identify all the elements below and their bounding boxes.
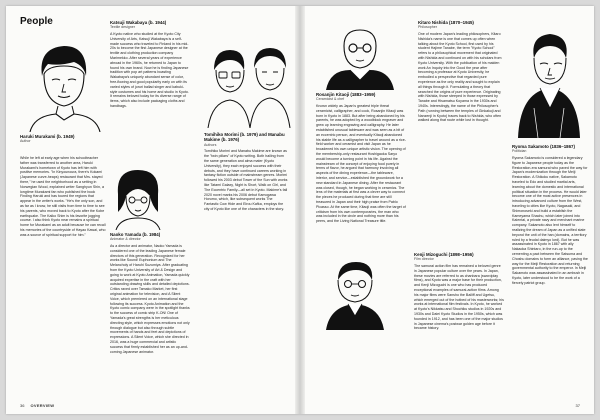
magazine-spread: [6, 6, 594, 414]
murakami-bio: While he left at early age when his schoolteacher father was transferred to another area, Haruki Murakami's hometown of Kyoto has left him with positive memories. "In Kinyounoura, there's Kokami (Japanese curve-heaps) restaurant that Mrs. stayed there," he used the neighborhood as a setting in Norwegian Wood, explained writer Sanghyun Shin, a longtime Murakami fan who published the book Finding Haruki and has toured the regions that appear in the writer's works. "He's the only son, and as far as I know, he still visits from time to time to see his parents, who moved back to Kyoto after the Kobe earthquake. The Kaiko Shim is his favorite jogging course. I also think Kyoto near remains a spiritual home for Murakami as an adult because he can recall his memories of the countryside of Hayao Kawai, who was a source of spiritual support for him.": [20, 156, 106, 237]
murakami-name: Haruki Murakami (b. 1949): [20, 134, 75, 139]
left-page-number: 36: [20, 403, 25, 408]
left-footer: [20, 403, 54, 408]
nishida-entry: [418, 20, 502, 123]
yamada-portrait: [108, 166, 168, 230]
yamada-role: Animator & director: [110, 237, 141, 242]
nishida-role: Philosopher: [418, 25, 437, 30]
wakabayashi-name: Katsuji Wakabaya (b. 1944): [110, 20, 167, 25]
rosanjin-entry: [316, 92, 406, 224]
sakamoto-bio: Ryoma Sakamoto is considered a legendary figure to Japanese people today as the Restoration-era samurai who paved the way for Japan's modernization through the Meiji Restoration. A Shikoku native, Sakamoto traveled to Edo and studied martial arts, learning about the domestic and international political situation in the process. He would later become one of the most active presences in introducing advanced culture from the West, traveling to cities like Kyoto, Nagasaki, and Shimonoseki and build a establish the Kameyama Shachu, which later joined into Kaientai, a private navy and merchant marine company. Sakamoto also lent himself to realizing the dream of Japan as a unified state beyond the unit of the han (domains, a territory ruled by a feudal daimyo lord). But he was assassinated in Kyoto in 1867 with ally Nakaoka Shintaro, in the run-up to the cementing a pact between the Satsuma and Choshu domains to form an alliance, paving the way for the Meiji Restoration and returning governmental authority to the emperor. In Meiji Sakamoto was assassinated in an ambush in Kyoto, later understood to be the work of a fiercely patriot group.: [512, 156, 588, 285]
mizoguchi-portrait: [320, 256, 390, 330]
morimi-role: Authors: [204, 142, 217, 147]
wakabayashi-bio: A Kyoto native who studied at the Kyoto City University of Arts, Katsuji Wakabaya is a self-made success who traveled to Finland in his mid-20s to become the first Japanese designer at the textile and clothing production company Marimekko. After several years of experience abroad in the 1960s, he returned to Japan to found his own brand. Now he is finding Japanese tradition with pop art patterns boasting Wakabaya's uniquely abundant sense of color, free-flowing and good popularity early on with its varied styles of joruri ballad singer and kabuki-style costumes and his home and studio in Kyoto. It remains beloved today for its diverse range of items, which also include packaging cloths and handbags.: [110, 32, 189, 108]
right-page-number: 37: [575, 403, 580, 408]
murakami-role: Author: [20, 139, 31, 144]
magazine-name-left: OVERVIEW: [30, 403, 55, 408]
morimi-bio: Tomihiko Morimi and Manabu Makime are known as the "twin pillars" of Kyoto writing. Both hailing from the same generation and alma mater (Kyoto University), they each enjoyed success with their debuts, and they have continued careers working in fantasy fiction outside of mainstream genres. Morimi followed his 2003 debut Tower of the Sun with works like Tatami Galaxy, Night is Short, Walk on Girl, and The Eccentric Family—all set in Kyoto. Makime's fall 2020 novel marks his 2006 debut Kamogawa Horumo, which, like subsequent works The Fantastic Cow Hide and Eirou Kafka, employs the city of Kyoto like one of the characters in the story.: [204, 149, 288, 211]
murakami-entry: [20, 134, 106, 238]
sakamoto-name: Ryoma Sakamoto (1836–1867): [512, 144, 575, 149]
morimi-entry: [204, 132, 288, 212]
yamada-entry: [110, 232, 190, 354]
morimi-makime-portrait: [206, 42, 292, 128]
mizoguchi-name: Kenji Mizoguchi (1898–1956): [414, 252, 474, 257]
murakami-portrait: [20, 36, 106, 132]
mizoguchi-entry: [414, 252, 504, 331]
nishida-bio: One of modern Japan's leading philosophers, Kitaro Nishida's name is one that comes up often when talking about the Kyoto School, first used by his student Hajime Tanabe, the term "Kyoto School" refers to a philosophical movement that originated with Nishida and continued on with his scholars from Kyoto University. With the publication of his maiden work An Inquiry into the Good the year after becoming a professor at Kyoto University, he embodied a perspective that regarded pure experience as the only reality and sought to explain all things through it. Formulating a theory that searched the origins of pure experience. Originating with Nishida, those steeped in those expressed by Tanabe and Hisamatsu Koyama in the 1930s and 1940s. Interestingly, the name of the Philosopher's Path (running between the temples of Ginkakuji and Nanzenji in Kyoto) traces back to Nishida, who often walked along that route while lost in thought.: [418, 32, 502, 123]
nishida-name: Kitaro Nishida (1870–1945): [418, 20, 474, 25]
sakamoto-entry: [512, 144, 588, 286]
left-page: [6, 6, 298, 414]
mizoguchi-role: Film director: [414, 257, 434, 262]
section-title: People: [20, 16, 53, 27]
yamada-name: Naoko Yamada (b. 1984): [110, 232, 161, 237]
right-footer: [576, 403, 580, 408]
sakamoto-role: Politician: [512, 149, 527, 154]
rosanjin-bio: Known widely as Japan's greatest triple threat ceramicist, calligrapher, and cook, Rosanjin Kitaoji was born in Kyoto in 1883. But after being abandoned by his parents, he was adopted by a woodblock engraver and grew up learning engraving and calligraphy. He later established unusual tableware and was seen as a bit of an eccentric person, and eventually Kitaoji abandoned his stable life as a calligrapher to travel around as a rice-field worker and ceramist and visit Japan as he broadened his own unique artistic vision. The opening of the membership-only restaurant Hoshigaoka Saryo would become a turning point in his life. Against the mainstream of the concept of enjoying food purely in terms of flavor, he argued that harmony involving all aspects of the dining experience—the tableware, interior, and service—established the groundwork for a new standard in Japanese dining. After the restaurant was closed, though, he began working in ceramics. The lens of the materials at first was a clever way to connect the pieces he produced during that time are still treasured in Japan and their high praise from Pablo Picasso. At the same time, Kitaoji was often the target of criticism from his own contemporaries, the man who was included in the circle and nothing more than his peers, and the Living National Treasure title.: [316, 104, 406, 224]
morimi-name: Tomihiko Morimi (b. 1979) and Manabu Makime (b. 1976): [204, 132, 285, 143]
sakamoto-portrait: [514, 28, 584, 138]
yamada-bio: As a director and animator, Naoko Yamada is considered one of the leading Japanese female directors of this generation. Recognized for her works like Sound! Euphonium and The Melancholy of Haruhi Suzumiya. After graduating from the Kyoto University of Art & Design and going to work at Kyoto Animation, Yamada quickly acquired expertise in the craft with her outstanding drawing skills and detailed depictions. Critics raved over Tamako Market, her first original animation for television, and A Silent Voice, which premiered on an international stage following its success. Kyoto Animation and the Kyoto comic company were in the spotlight thanks to the success of comic strip K-ON! One of Yamada's great strengths is her meticulous directing style, which expresses emotions not only through dialogue but also through subtle movements of hands and feet and depictions of expressions. A Silent Voice, which she directed in 2016, was a huge commercial and artistic success that firmly established her as an up-and-coming Japanese animator.: [110, 244, 190, 354]
rosanjin-role: Ceramicist & chef: [316, 97, 345, 102]
wakabayashi-entry: [110, 20, 190, 109]
wakabayashi-role: Textile designer: [110, 25, 135, 30]
right-page: [302, 6, 594, 414]
mizoguchi-bio: The samurai action film has remained a beloved genre in Japanese popular culture over the years. In Japan, these movies are referred to as chanbara (swordplay films), and Kyoto was a major base for their production, and Kenji Mizoguchi is one who has produced exceptional examples of samurai-action films. Among his major films were Sansho the Bailiff and Ugetsu, which emerged out of the hotbed of his masterworks; his works at international film festivals. In Kyoto, he worked at Kyoto's Nikkatsu and Shochiku studios in 1920s and 1930s and Daiei Kyoto Studios in the 1950s, which was founded in 1912, and has been one of the major studios in Japanese cinema's postwar golden age before it became history.: [414, 264, 504, 331]
rosanjin-name: Rosanjin Kitaoji (1883–1959): [316, 92, 376, 97]
rosanjin-portrait: [316, 24, 402, 90]
